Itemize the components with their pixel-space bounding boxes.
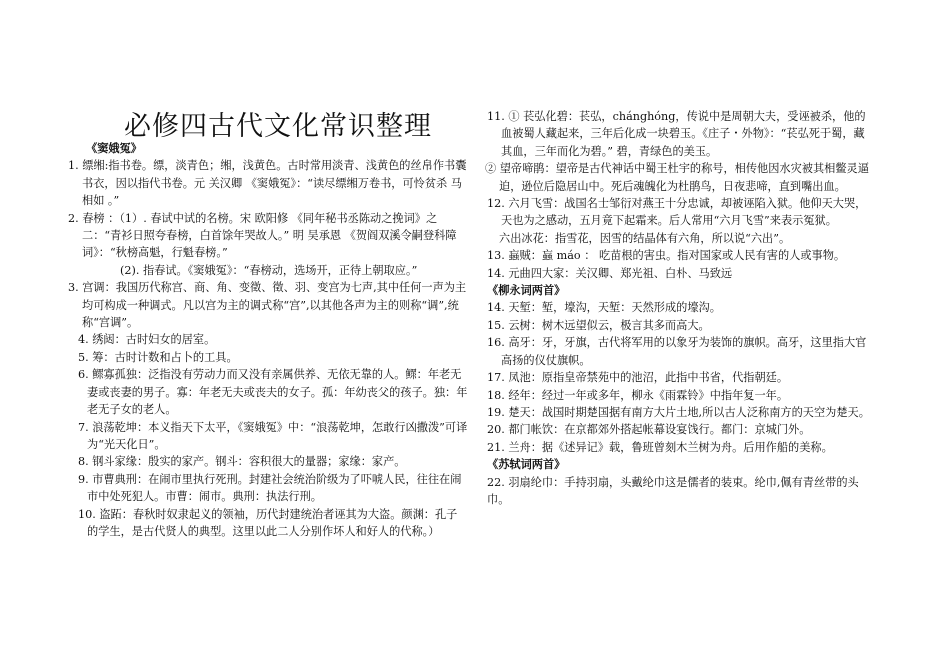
list-item: (2). 指春试。《窦娥冤》：“春榜动，选场开，正待上朝取应。” [120,263,418,277]
list-item: 13. 蝱贼：蝱 máo ： 吃苗根的害虫。指对国家或人民有害的人或事物。 [487,249,846,263]
page-title: 必修四古代文化常识整理 [124,111,432,142]
list-item: 16. 高牙：牙，牙旗，古代将军用的以象牙为装饰的旗帜。高牙，这里指大官高扬的仪仗旗帜。 [487,336,867,367]
list-item: 1. 缥缃:指书卷。缥，淡青色；缃，浅黄色。古时常用淡青、浅黄色的丝帛作书囊书衣，因以指代书卷。元 关汉卿 《窦娥冤》：“读尽缥缃万卷书，可怜贫杀 马相如 。” [68,159,467,208]
list-item: ② 望帝啼鹃：望帝是古代神话中蜀王杜宇的称号，相传他因水灾被其相鳖灵逼迫，逊位后隐居山中。死后魂魄化为杜鹃鸟，日夜悲啼，直到嘴出血。 [485,162,869,193]
list-item: 六出冰花：指雪花，因雪的结晶体有六角，所以说“六出”。 [499,231,791,245]
list-item: 21. 兰舟：据《述异记》载，鲁班曾刻木兰树为舟。后用作船的美称。 [487,440,833,454]
list-item: 7. 浪荡乾坤：本义指天下太平，《窦娥冤》中：“浪荡乾坤，怎敢行凶撒泼”可译为“光天化日”。 [78,420,468,451]
list-item: 17. 凤池：原指皇帝禁苑中的池沼，此指中书省，代指朝廷。 [487,371,789,385]
list-item: 15. 云树：树木远望似云，极言其多而高大。 [487,318,710,332]
section-heading-dou-e-yuan: 《窦娥冤》 [86,141,142,155]
list-item: 2. 春榜 ：（1）. 春试中试的名榜。宋 欧阳修 《同年秘书丞陈动之挽词》之二：“青衫日照夸春榜，白首馀年哭故人。” 明 吴承恩 《贺阎双溪令嗣登科障词》：“秋榜高魁，行魁春榜。” [68,211,457,260]
list-item: 5. 筹：古时计数和占卜的工具。 [78,350,238,364]
left-column [68,140,468,540]
list-item: 3. 宫调：我国历代称宫、商、角、变徵、徵、羽、变宫为七声,其中任何一声为主均可构成一种调式。凡以宫为主的调式称“宫”,以其他各声为主的则称“调”,统称“宫调”。 [68,281,467,330]
list-item: 4. 绣闼：古时妇女的居室。 [78,333,216,347]
list-item: 18. 经年：经过一年或多年，柳永《雨霖铃》中指年复一年。 [487,388,789,402]
list-item: 20. 都门帐饮：在京都郊外搭起帐幕设宴饯行。都门：京城门外。 [487,423,811,437]
list-item: 19. 楚天：战国时期楚国据有南方大片土地,所以古人泛称南方的天空为楚天。 [487,405,870,419]
list-item: 22. 羽扇纶巾：手持羽扇，头戴纶巾这是儒者的装束。纶巾,佩有青丝带的头巾。 [487,475,859,506]
list-item: 10. 盗跖：春秋时奴隶起义的领袖，历代封建统治者诬其为大盗。颜渊：孔子的学生，是古代贤人的典型。这里以此二人分别作坏人和好人的代称。） [78,507,458,538]
list-item: 9. 市曹典刑：在闹市里执行死刑。封建社会统治阶级为了吓唬人民，往往在闹市中处死犯人。市曹：闹市。典刑：执法行刑。 [78,472,462,504]
list-item: 14. 天堑：堑，壕沟，天堑：天然形成的壕沟。 [487,301,721,315]
right-column [487,108,871,508]
section-heading-liu-yong: 《柳永词两首》 [487,283,566,298]
section-heading-su-shi: 《苏轼词两首》 [487,457,566,472]
list-item: 11. ① 苌弘化碧：苌弘，chánghóng，传说中是周朝大夫，受诬被杀，他的血被蜀人藏起来，三年后化成一块碧玉。《庄子・外物》：“苌弘死于蜀，藏其血，三年而化为碧。” 碧，青绿色的美玉。 [487,110,866,158]
list-item: 8. 钢斗家缘：殷实的家产。钢斗：容积很大的量器；家缘：家产。 [78,455,406,469]
list-item: 14. 元曲四大家：关汉卿、郑光祖、白朴、马致远 [487,266,733,280]
list-item: 12. 六月飞雪：战国名士邹衍对燕王十分忠诚，却被诬陷入狱。他仰天大哭，天也为之感动，五月竟下起霜来。后人常用“六月飞雪”来表示冤狱。 [487,197,867,228]
list-item: 6. 鳏寡孤独：泛指没有劳动力而又没有亲属供养、无依无靠的人。鳏：年老无妻或丧妻的男子。寡：年老无夫或丧夫的女子。孤：年幼丧父的孩子。独：年老无子女的老人。 [78,368,468,417]
